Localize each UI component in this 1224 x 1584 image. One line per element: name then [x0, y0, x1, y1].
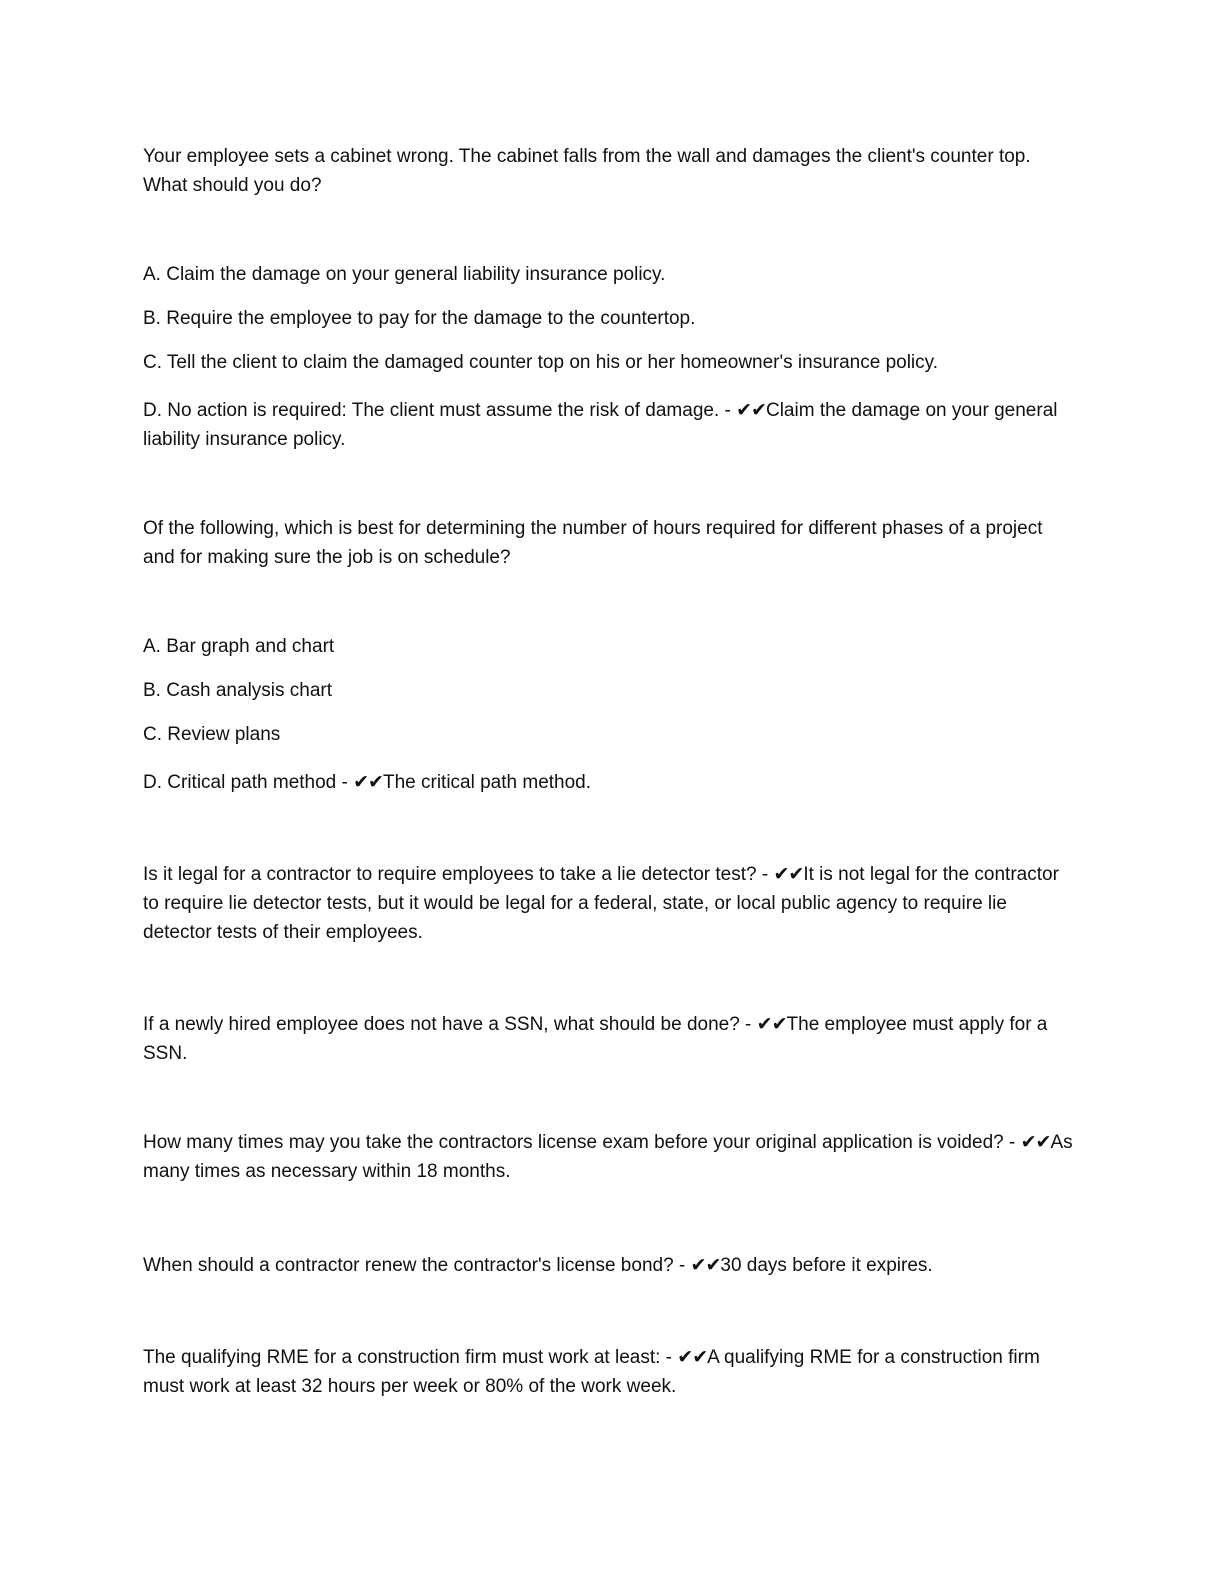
question-1-option-b: B. Require the employee to pay for the damage to the countertop. [143, 308, 696, 329]
question-2-option-d [143, 768, 1078, 797]
question-3-answer: It is not legal for the contractor to require lie detector tests, but it would be legal for a federal, state, or local public agency to require lie detector tests of their employees. [143, 864, 1059, 943]
double-check-icon: ✔✔ [677, 1346, 708, 1368]
double-check-icon: ✔✔ [690, 1254, 721, 1276]
question-1-option-d-label: D. No action is required: The client must assume the risk of damage. - [143, 400, 737, 421]
question-4-prompt: If a newly hired employee does not have a SSN, what should be done? - [143, 1014, 757, 1035]
question-5-text [143, 1128, 1078, 1186]
question-1-prompt: Your employee sets a cabinet wrong. The cabinet falls from the wall and damages the client's counter top. What should you do? [143, 146, 1031, 196]
question-2-option-a: A. Bar graph and chart [143, 636, 335, 657]
question-4-answer: The employee must apply for a SSN. [143, 1014, 1048, 1064]
question-1-answer: Claim the damage on your general liability insurance policy. [143, 400, 1058, 450]
question-6-answer: 30 days before it expires. [720, 1255, 933, 1276]
question-1-option-c: C. Tell the client to claim the damaged counter top on his or her homeowner's insurance policy. [143, 352, 939, 373]
question-1-option-d [143, 396, 1078, 454]
double-check-icon: ✔✔ [756, 1013, 787, 1035]
question-6-prompt: When should a contractor renew the contractor's license bond? - [143, 1255, 691, 1276]
double-check-icon: ✔✔ [1020, 1131, 1051, 1153]
question-3-text [143, 860, 1078, 947]
question-2-option-c: C. Review plans [143, 724, 281, 745]
question-4-text [143, 1010, 1078, 1068]
question-7-answer: A qualifying RME for a construction firm must work at least 32 hours per week or 80% of the work week. [143, 1347, 1040, 1397]
double-check-icon: ✔✔ [353, 771, 383, 793]
question-2-option-b: B. Cash analysis chart [143, 680, 333, 701]
question-5-prompt: How many times may you take the contractors license exam before your original application is voided? - [143, 1132, 1021, 1153]
question-3-prompt: Is it legal for a contractor to require employees to take a lie detector test? - [143, 864, 774, 885]
question-2-option-d-label: D. Critical path method - [143, 772, 354, 793]
double-check-icon: ✔✔ [773, 863, 804, 885]
question-1-option-a: A. Claim the damage on your general liability insurance policy. [143, 264, 666, 285]
question-2-text [143, 514, 1078, 572]
question-2-answer: The critical path method. [382, 772, 592, 793]
question-2-prompt: Of the following, which is best for determining the number of hours required for different phases of a project and for making sure the job is on schedule? [143, 518, 1043, 568]
question-5-answer: As many times as necessary within 18 months. [143, 1132, 1073, 1182]
question-7-prompt: The qualifying RME for a construction firm must work at least: - [143, 1347, 678, 1368]
question-6-text [143, 1251, 1078, 1280]
double-check-icon: ✔✔ [736, 399, 766, 421]
question-7-text [143, 1343, 1078, 1401]
question-1-text [143, 142, 1078, 200]
